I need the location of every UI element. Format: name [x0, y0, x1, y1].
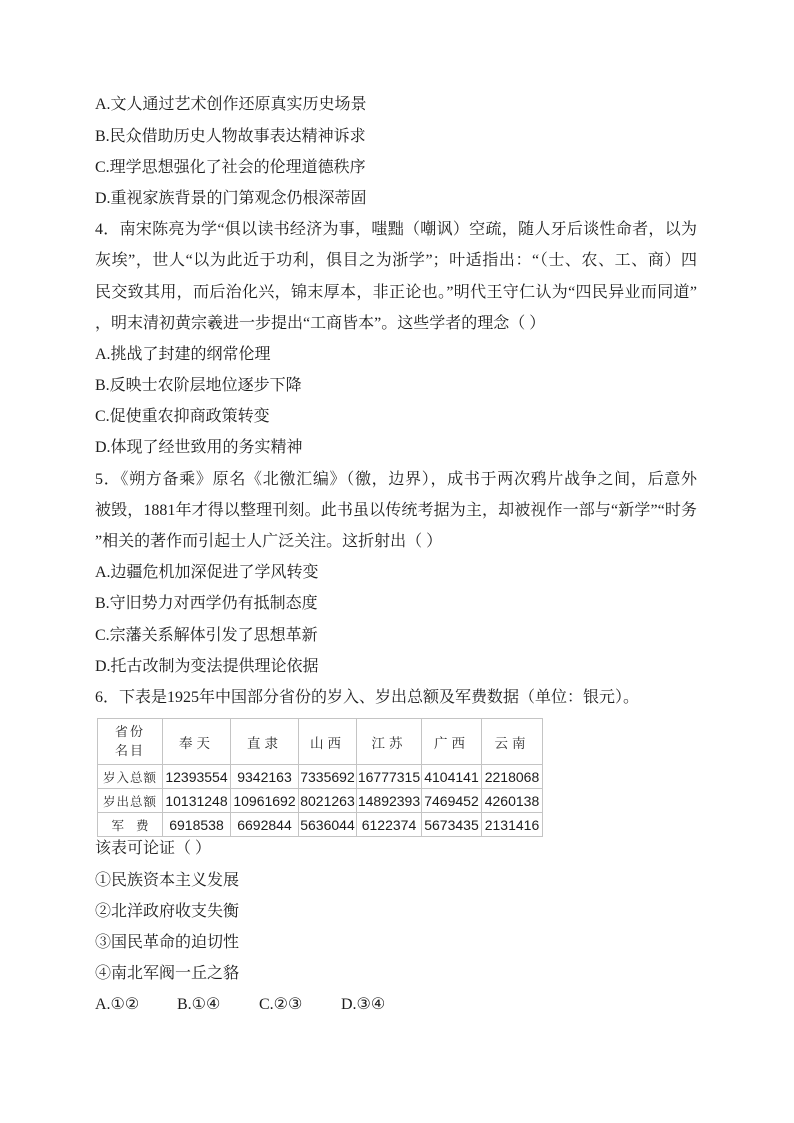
table-cell: 6692844	[231, 813, 299, 837]
q6-statement-2: ②北洋政府收支失衡	[95, 902, 240, 920]
table-cell: 10961692	[231, 789, 299, 813]
table-col-header: 云南	[482, 719, 543, 765]
q6-statement-1: ①民族资本主义发展	[95, 871, 240, 889]
q4-option-d: D.体现了经世致用的务实精神	[95, 439, 303, 457]
q3-option-b: B.民众借助历史人物故事表达精神诉求	[95, 127, 366, 145]
q6-choice-c: C.②③	[259, 996, 303, 1014]
q6-prompt: 该表可论证（ ）	[95, 840, 212, 858]
q5-stem-line: 被毁，1881年才得以整理刊刻。此书虽以传统考据为主，却被视作一部与“新学”“时务	[95, 501, 697, 519]
questions-block	[95, 89, 697, 713]
q5-option-b: B.守旧势力对西学仍有抵制态度	[95, 595, 318, 613]
q6-answer-block	[95, 833, 697, 1020]
q3-option-a: A.文人通过艺术创作还原真实历史场景	[95, 96, 367, 114]
table-row	[98, 789, 543, 813]
table-cell: 4104141	[422, 765, 482, 789]
table-cell: 10131248	[163, 789, 231, 813]
table-cell: 9342163	[231, 765, 299, 789]
table-row-label: 军费	[98, 813, 163, 837]
q4-option-b: B.反映士农阶层地位逐步下降	[95, 377, 302, 395]
table-cell: 5636044	[299, 813, 357, 837]
q4-option-a: A.挑战了封建的纲常伦理	[95, 345, 271, 363]
q4-stem-line: 4．南宋陈亮为学“俱以读书经济为事，嗤黜（嘲讽）空疏，随人牙后谈性命者，以为	[95, 221, 697, 239]
table-cell: 2131416	[482, 813, 543, 837]
q6-stem: 6．下表是1925年中国部分省份的岁入、岁出总额及军费数据（单位：银元）。	[95, 688, 640, 706]
table-cell: 4260138	[482, 789, 543, 813]
table-row-label: 岁出总额	[98, 789, 163, 813]
q6-choice-d: D.③④	[341, 996, 386, 1014]
q6-statement-3: ③国民革命的迫切性	[95, 933, 240, 951]
q5-stem-line: ”相关的著作而引起士人广泛关注。这折射出（ ）	[95, 533, 443, 551]
table-cell: 6918538	[163, 813, 231, 837]
table-header-row	[98, 719, 543, 765]
corner-label-province: 省份	[114, 724, 145, 740]
corner-label-item: 名目	[114, 743, 145, 759]
table-cell: 2218068	[482, 765, 543, 789]
q6-statement-4: ④南北军阀一丘之貉	[95, 965, 240, 983]
table-col-header: 奉天	[163, 719, 231, 765]
q6-choice-a: A.①②	[95, 996, 140, 1014]
table-cell: 14892393	[357, 789, 422, 813]
table-row-label: 岁入总额	[98, 765, 163, 789]
q3-option-c: C.理学思想强化了社会的伦理道德秩序	[95, 158, 366, 176]
table-col-header: 山西	[299, 719, 357, 765]
q4-stem-line: 灰埃”，世人“以为此近于功利，俱目之为浙学”；叶适指出：“（士、农、工、商）四	[95, 252, 697, 270]
table-col-header: 广西	[422, 719, 482, 765]
table-row	[98, 765, 543, 789]
table-corner-header	[98, 719, 163, 765]
table-cell: 5673435	[422, 813, 482, 837]
table-col-header: 直隶	[231, 719, 299, 765]
table-cell: 6122374	[357, 813, 422, 837]
q6-choice-b: B.①④	[177, 996, 221, 1014]
q5-option-a: A.边疆危机加深促进了学风转变	[95, 564, 319, 582]
table-cell: 8021263	[299, 789, 357, 813]
table-cell: 16777315	[357, 765, 422, 789]
q5-stem-line: 5．《朔方备乘》原名《北徼汇编》（徼，边界），成书于两次鸦片战争之间，后意外	[95, 470, 697, 488]
table-col-header: 江苏	[357, 719, 422, 765]
q5-option-d: D.托古改制为变法提供理论依据	[95, 657, 319, 675]
q5-option-c: C.宗藩关系解体引发了思想革新	[95, 626, 318, 644]
q6-choices	[95, 989, 697, 1020]
q4-option-c: C.促使重农抑商政策转变	[95, 408, 270, 426]
fiscal-data-table	[97, 718, 543, 837]
table-cell: 7335692	[299, 765, 357, 789]
table-cell: 12393554	[163, 765, 231, 789]
q4-stem-line: ，明末清初黄宗羲进一步提出“工商皆本”。这些学者的理念（ ）	[95, 314, 546, 332]
q4-stem-line: 民交致其用，而后治化兴，锦末厚本，非正论也。”明代王守仁认为“四民异业而同道”	[95, 283, 697, 301]
q3-option-d: D.重视家族背景的门第观念仍根深蒂固	[95, 189, 367, 207]
table-cell: 7469452	[422, 789, 482, 813]
